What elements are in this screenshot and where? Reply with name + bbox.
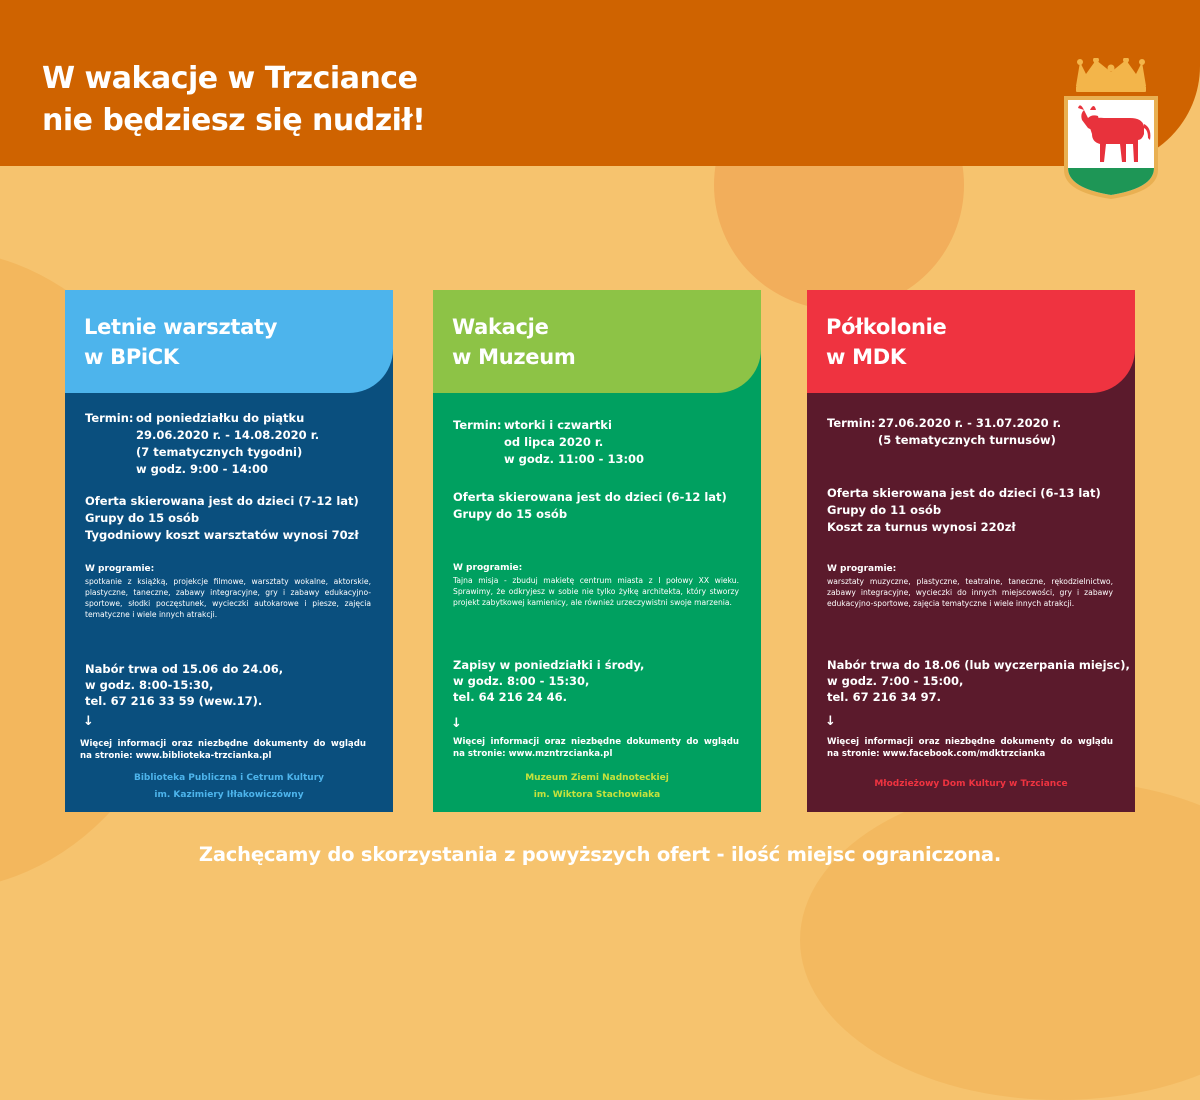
term-line: w godz. 9:00 - 14:00 bbox=[136, 462, 269, 476]
card-header bbox=[65, 290, 393, 393]
more-info-text: Więcej informacji oraz niezbędne dokumenty do wglądu na stronie: bbox=[80, 739, 366, 761]
offer-line: Oferta skierowana jest do dzieci (7-12 lat) bbox=[85, 494, 359, 508]
contact-line: Zapisy w poniedziałki i środy, bbox=[453, 658, 645, 672]
program-heading: W programie: bbox=[453, 563, 523, 573]
offer-line: Grupy do 15 osób bbox=[85, 511, 200, 525]
program-section bbox=[85, 564, 371, 620]
term-line: 29.06.2020 r. - 14.08.2020 r. bbox=[136, 428, 320, 442]
more-info bbox=[453, 736, 739, 760]
more-info-text: Więcej informacji oraz niezbędne dokumenty do wglądu na stronie: bbox=[453, 737, 739, 759]
contact-line: w godz. 8:00 - 15:30, bbox=[453, 674, 590, 688]
page-title-line-1: W wakacje w Trzciance bbox=[42, 61, 418, 96]
organizer-line-2: im. Wiktora Stachowiaka bbox=[533, 790, 661, 800]
program-heading: W programie: bbox=[85, 564, 155, 574]
coat-of-arms-icon bbox=[1062, 58, 1160, 200]
card-title-line-1: Letnie warsztaty bbox=[84, 315, 278, 339]
card-muzeum bbox=[433, 290, 761, 812]
organizer-name bbox=[433, 770, 761, 804]
term-section bbox=[453, 417, 739, 468]
arrow-down-icon: ↓ bbox=[451, 716, 462, 731]
contact-line: tel. 64 216 24 46. bbox=[453, 690, 568, 704]
page-title bbox=[42, 58, 425, 142]
term-label: Termin: bbox=[827, 416, 876, 430]
term-line: 27.06.2020 r. - 31.07.2020 r. bbox=[878, 416, 1062, 430]
contact-line: w godz. 7:00 - 15:00, bbox=[827, 674, 964, 688]
more-info bbox=[827, 736, 1113, 760]
organizer-line-2: im. Kazimiery Iłłakowiczówny bbox=[154, 790, 304, 800]
page-title-line-2: nie będziesz się nudził! bbox=[42, 103, 426, 138]
card-mdk bbox=[807, 290, 1135, 812]
organizer-line-1: Muzeum Ziemi Nadnoteckiej bbox=[525, 773, 669, 783]
term-label: Termin: bbox=[85, 411, 134, 425]
organizer-name bbox=[807, 776, 1135, 793]
contact-section bbox=[85, 661, 371, 709]
card-title bbox=[826, 312, 946, 372]
card-header bbox=[807, 290, 1135, 393]
more-info-link[interactable]: www.facebook.com/mdktrzcianka bbox=[882, 749, 1046, 759]
card-title-line-2: w Muzeum bbox=[452, 345, 576, 369]
offer-line: Oferta skierowana jest do dzieci (6-13 lat) bbox=[827, 486, 1101, 500]
program-text: Tajna misja - zbuduj makietę centrum miasta z I połowy XX wieku. Sprawimy, że odkryjesz w sobie nie tylko żyłkę architekta, który stworzy projekt zabytkowej kamienicy, ale również urzeczywistni swoje marzenia. bbox=[453, 576, 739, 607]
term-line: od poniedziałku do piątku bbox=[136, 411, 305, 425]
offer-line: Grupy do 11 osób bbox=[827, 503, 942, 517]
term-section bbox=[827, 415, 1113, 449]
more-info-text: Więcej informacji oraz niezbędne dokumenty do wglądu na stronie: bbox=[827, 737, 1113, 759]
contact-section bbox=[453, 657, 739, 705]
arrow-down-icon: ↓ bbox=[825, 714, 836, 729]
contact-line: Nabór trwa od 15.06 do 24.06, bbox=[85, 662, 284, 676]
background-shape-bottom bbox=[800, 780, 1200, 1100]
term-label: Termin: bbox=[453, 418, 502, 432]
organizer-line-1: Biblioteka Publiczna i Cetrum Kultury bbox=[133, 773, 325, 783]
term-section bbox=[85, 410, 371, 478]
card-title bbox=[84, 312, 277, 372]
term-line: w godz. 11:00 - 13:00 bbox=[504, 452, 645, 466]
program-heading: W programie: bbox=[827, 564, 897, 574]
term-line: (5 tematycznych turnusów) bbox=[878, 433, 1056, 447]
more-info-link[interactable]: www.mzntrzcianka.pl bbox=[508, 749, 613, 759]
bottom-message: Zachęcamy do skorzystania z powyższych ofert - ilość miejsc ograniczona. bbox=[198, 843, 1002, 866]
contact-line: w godz. 8:00-15:30, bbox=[85, 678, 214, 692]
arrow-down-icon: ↓ bbox=[83, 714, 94, 729]
header-banner bbox=[0, 0, 1200, 166]
organizer-name bbox=[65, 770, 393, 804]
offer-section bbox=[453, 489, 739, 523]
card-title-line-2: w MDK bbox=[826, 345, 906, 369]
offer-line: Koszt za turnus wynosi 220zł bbox=[827, 520, 1016, 534]
card-bpick bbox=[65, 290, 393, 812]
offer-line: Tygodniowy koszt warsztatów wynosi 70zł bbox=[85, 528, 359, 542]
program-section bbox=[453, 563, 739, 608]
term-line: od lipca 2020 r. bbox=[504, 435, 604, 449]
card-title bbox=[452, 312, 575, 372]
offer-section bbox=[827, 485, 1113, 536]
term-line: wtorki i czwartki bbox=[504, 418, 612, 432]
offer-line: Oferta skierowana jest do dzieci (6-12 lat) bbox=[453, 490, 727, 504]
more-info-link[interactable]: www.biblioteka-trzcianka.pl bbox=[135, 751, 272, 761]
more-info bbox=[80, 738, 366, 762]
program-text: warsztaty muzyczne, plastyczne, teatralne, taneczne, rękodzielnictwo, zabawy integracyjne, wycieczki do innych miejscowości, gry i zabawy edukacyjno-sportowe, zajęcia tematyczne i wiele innych atrakcji. bbox=[827, 577, 1113, 608]
card-title-line-1: Półkolonie bbox=[826, 315, 947, 339]
offer-line: Grupy do 15 osób bbox=[453, 507, 568, 521]
program-section bbox=[827, 564, 1113, 609]
contact-section bbox=[827, 657, 1130, 705]
contact-line: Nabór trwa do 18.06 (lub wyczerpania miejsc), bbox=[827, 658, 1130, 672]
program-text: spotkanie z książką, projekcje filmowe, warsztaty wokalne, aktorskie, plastyczne, taneczne, zabawy integracyjne, gry i zabawy edukacyjno-sportowe, słodki poczęstunek, wycieczki autokarowe i piesze, zajęcia tematyczne i wiele innych atrakcji. bbox=[85, 577, 371, 619]
offer-section bbox=[85, 493, 371, 544]
contact-line: tel. 67 216 33 59 (wew.17). bbox=[85, 694, 263, 708]
term-line: (7 tematycznych tygodni) bbox=[136, 445, 303, 459]
card-title-line-2: w BPiCK bbox=[84, 345, 179, 369]
organizer-line-1: Młodzieżowy Dom Kultury w Trzciance bbox=[874, 779, 1068, 789]
contact-line: tel. 67 216 34 97. bbox=[827, 690, 942, 704]
card-title-line-1: Wakacje bbox=[452, 315, 549, 339]
card-header bbox=[433, 290, 761, 393]
